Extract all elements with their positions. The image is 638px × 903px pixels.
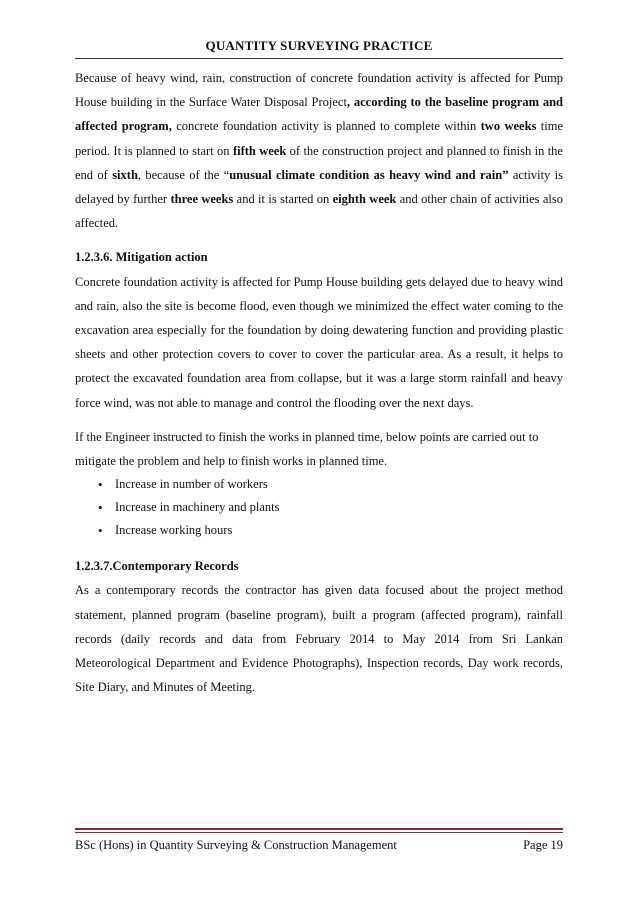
- text-run-bold: two weeks: [480, 119, 537, 134]
- text-run-bold: eighth week: [332, 192, 397, 207]
- text-run-bold: sixth: [112, 167, 138, 182]
- section-heading-records: 1.2.3.7.Contemporary Records: [75, 559, 239, 574]
- text-run: Because of heavy wind, rain, construction of concrete foundation activity is affected for Pump House building in the Surface Water Disposal Project: [75, 71, 563, 110]
- text-run: activity is delayed by further: [75, 167, 563, 207]
- page-footer: [75, 838, 563, 853]
- header-divider: [75, 58, 563, 59]
- page-header-title: QUANTITY SURVEYING PRACTICE: [205, 38, 433, 53]
- text-run: time period. It is planned to start on: [75, 119, 563, 158]
- text-run-bold: the baseline program and affected program,: [75, 95, 563, 134]
- text-run-bold: , according to: [346, 95, 425, 110]
- text-run: and other chain of activities also affected.: [75, 192, 563, 231]
- text-run-bold: unusual climate condition as heavy wind and rain”: [229, 167, 509, 182]
- text-run: of the construction project and planned to finish in the end of: [75, 143, 563, 182]
- list-item: • Increase in machinery and plants: [115, 496, 563, 519]
- footer-divider-thick: [75, 828, 563, 830]
- footer-divider-thin: [75, 832, 563, 833]
- paragraph-mitigation: Concrete foundation activity is affected for Pump House building gets delayed due to heavy wind and rain, also the site is become flood, even though we minimized the effect water coming to the excavation area especially for the foundation by doing dewatering function and providing plastic sheets and other protection covers to cover to cover the particular area. As a result, it helps to protect the excavated foundation area from collapse, but it was a large storm rainfall and heavy force wind, was not able to manage and control the flooding over the next days.: [75, 274, 563, 410]
- text-run: and it is started on: [233, 192, 333, 207]
- paragraph-engineer-instruction: If the Engineer instructed to finish the works in planned time, below points are carried out to mitigate the problem and help to finish works in planned time.: [75, 429, 539, 469]
- text-run: , because of the “: [137, 167, 230, 182]
- text-run-bold: three weeks: [170, 192, 234, 207]
- footer-course-name: BSc (Hons) in Quantity Surveying & Construction Management: [75, 838, 397, 852]
- text-run-bold: fifth week: [232, 143, 287, 158]
- section-heading-mitigation: 1.2.3.6. Mitigation action: [75, 250, 208, 265]
- paragraph-background: [75, 66, 563, 235]
- paragraph-contemporary-records: As a contemporary records the contractor has given data focused about the project method statement, planned program (baseline program), built a program (affected program), rainfall records (daily records and data from February 2014 to May 2014 from Sri Lankan Meteorological Department and Evidence Photographs), Inspection records, Day work records, Site Diary, and Minutes of Meeting.: [75, 583, 563, 695]
- mitigation-points-list: [75, 473, 563, 542]
- footer-page-number: Page 19: [523, 838, 563, 852]
- list-item: • Increase working hours: [115, 519, 563, 542]
- page-body: [75, 66, 563, 699]
- list-item: • Increase in number of workers: [115, 473, 563, 496]
- text-run: concrete foundation activity is planned to complete within: [171, 119, 481, 134]
